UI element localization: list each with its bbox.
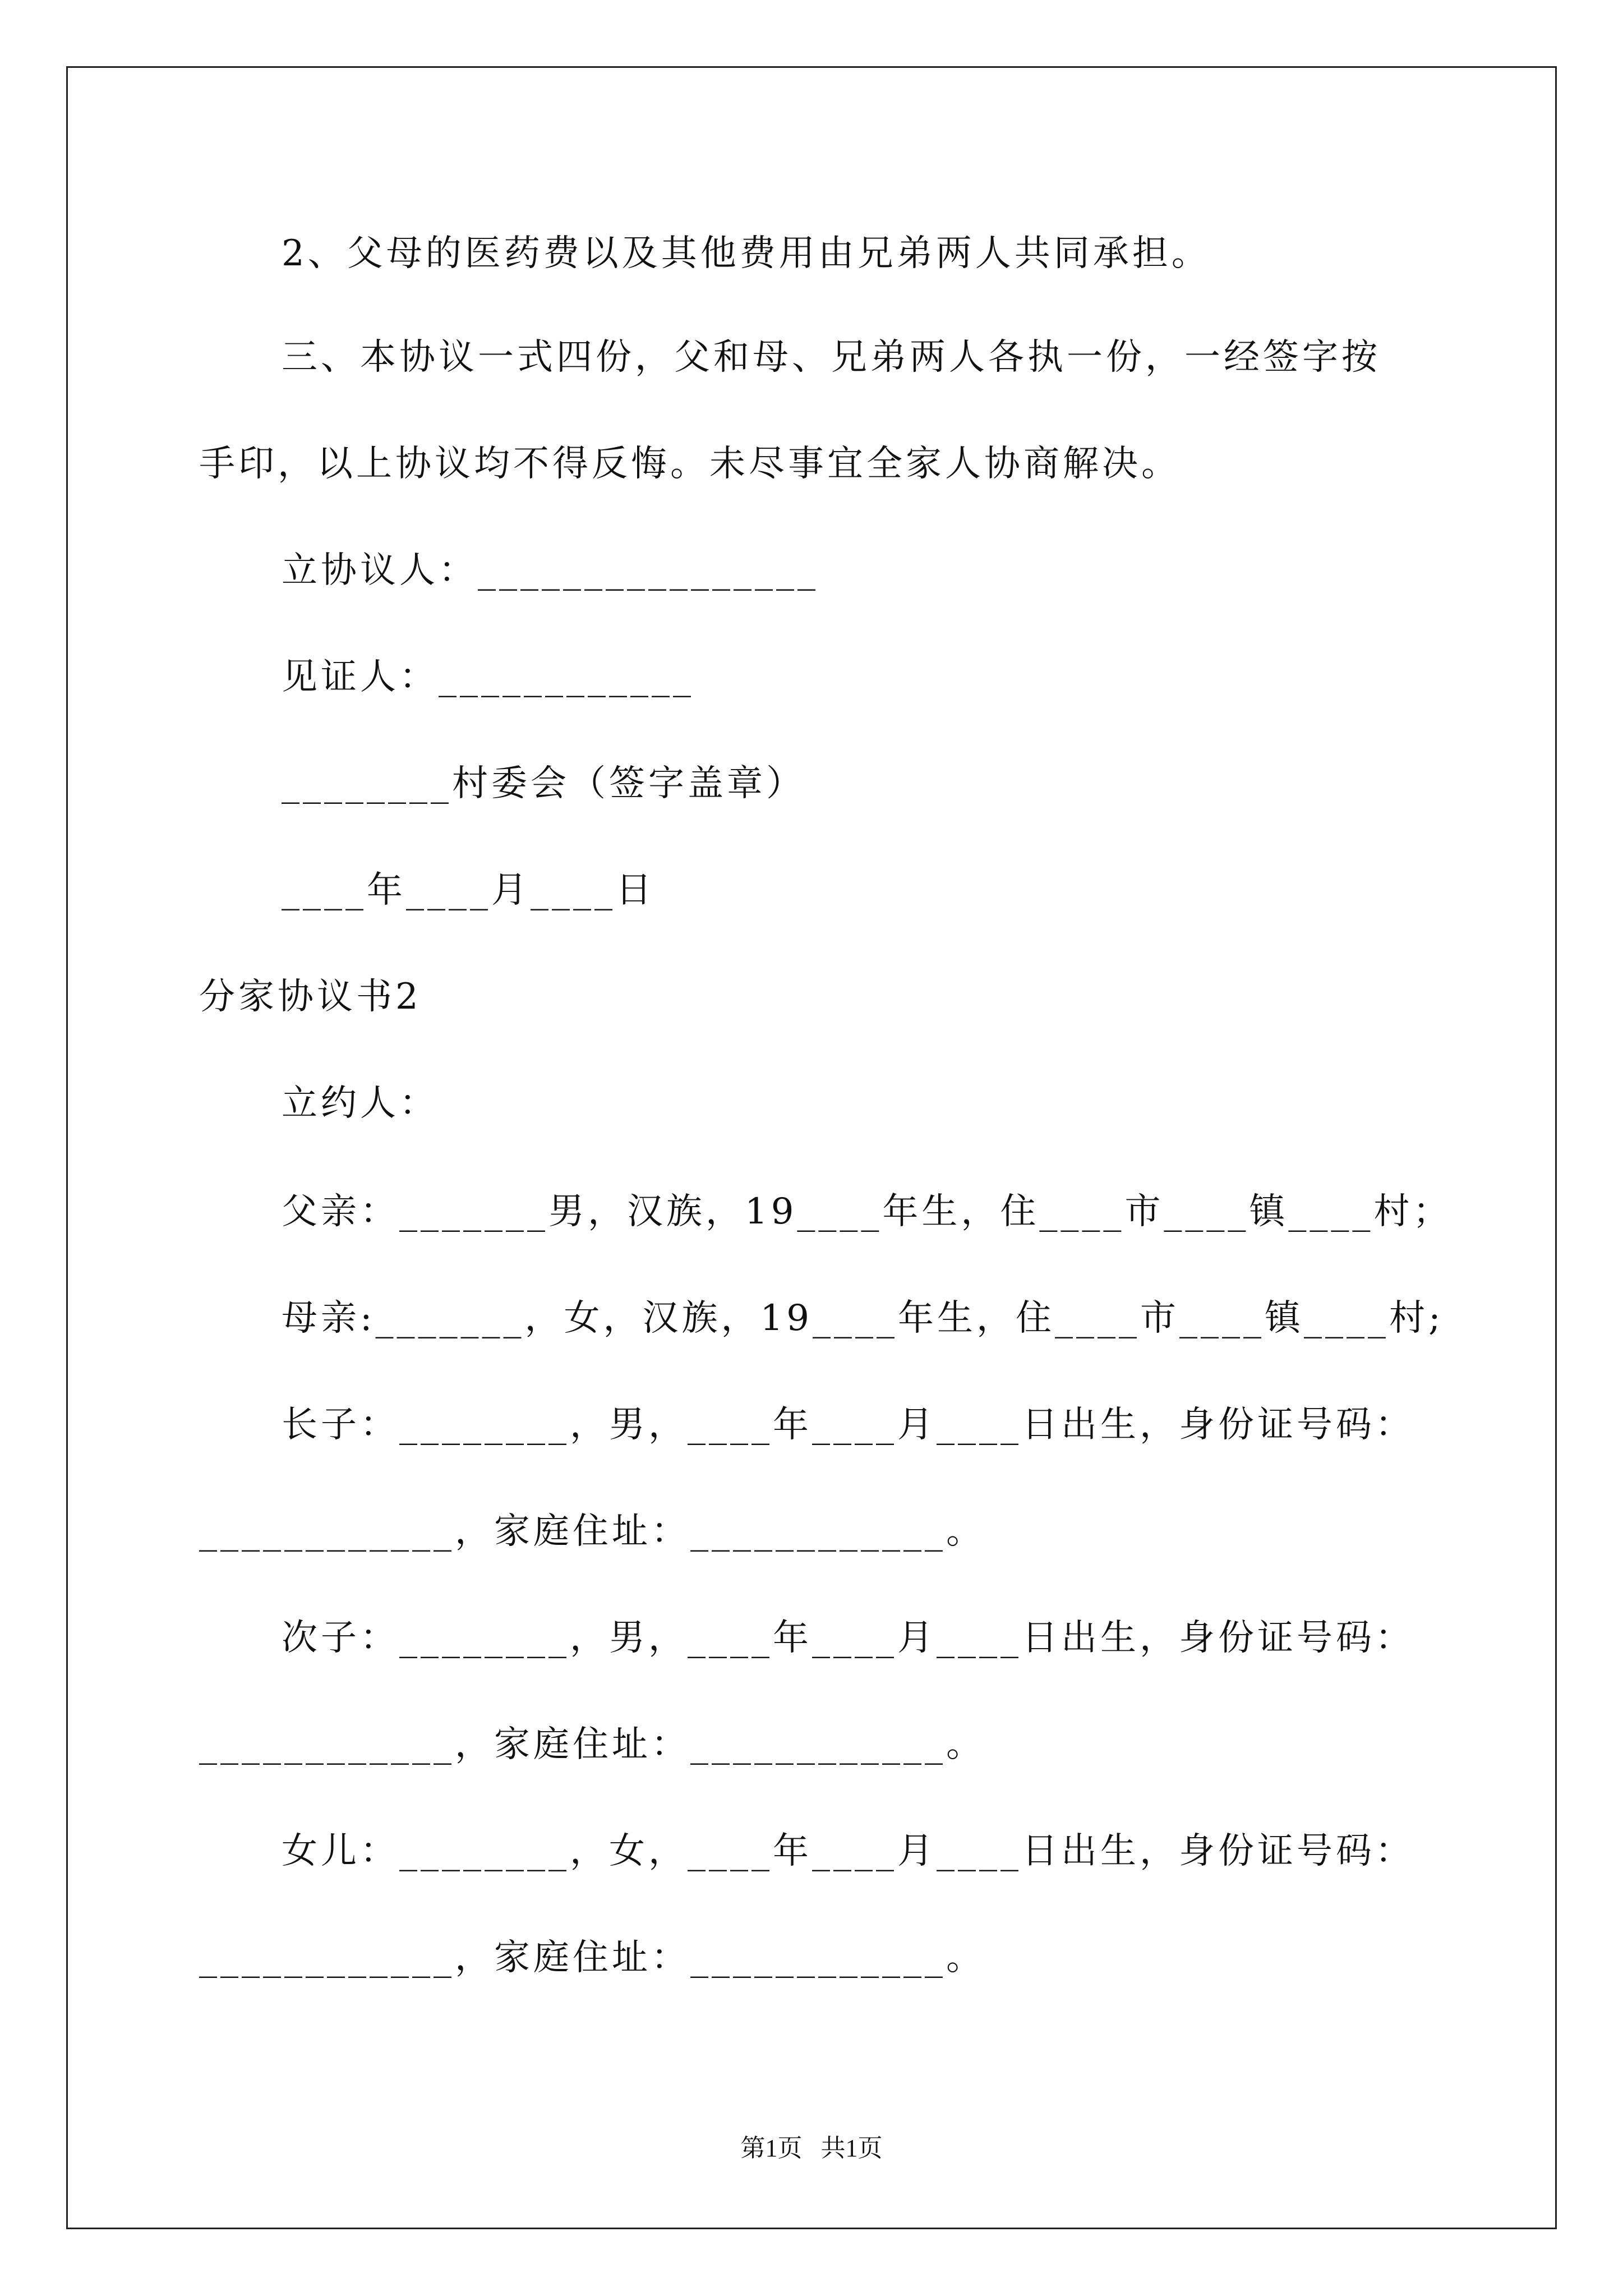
witness-field: 见证人：____________ — [282, 656, 694, 698]
eldest-son-info-line1: 长子：________，男，____年____月____日出生，身份证号码： — [282, 1404, 1414, 1446]
father-info: 父亲：_______男，汉族，19____年生，住____市____镇____村； — [282, 1191, 1453, 1232]
daughter-info-line1: 女儿：________，女，____年____月____日出生，身份证号码： — [282, 1830, 1414, 1872]
second-son-info-line2: ____________，家庭住址：____________。 — [199, 1724, 985, 1765]
village-committee-stamp: ________村委会（签字盖章） — [282, 763, 805, 804]
signatory-field: 立协议人：________________ — [282, 550, 819, 591]
page-footer: 第1页 共1页 — [740, 2134, 883, 2162]
clause-3-copies-line2: 手印，以上协议均不得反悔。未尽事宜全家人协商解决。 — [199, 443, 1181, 485]
date-field: ____年____月____日 — [282, 869, 655, 911]
second-son-info-line1: 次子：________，男，____年____月____日出生，身份证号码： — [282, 1617, 1414, 1659]
clause-2-medical-costs: 2、父母的医药费以及其他费用由兄弟两人共同承担。 — [282, 233, 1211, 274]
eldest-son-info-line2: ____________，家庭住址：____________。 — [199, 1511, 985, 1552]
section-title: 分家协议书2 — [199, 976, 422, 1018]
daughter-info-line2: ____________，家庭住址：____________。 — [199, 1937, 985, 1978]
parties-heading: 立约人： — [282, 1083, 439, 1124]
clause-3-copies-line1: 三、本协议一式四份，父和母、兄弟两人各执一份，一经签字按 — [282, 337, 1381, 378]
page-border — [66, 66, 1557, 2229]
mother-info: 母亲:_______，女，汉族，19____年生，住____市____镇____村; — [282, 1297, 1444, 1339]
